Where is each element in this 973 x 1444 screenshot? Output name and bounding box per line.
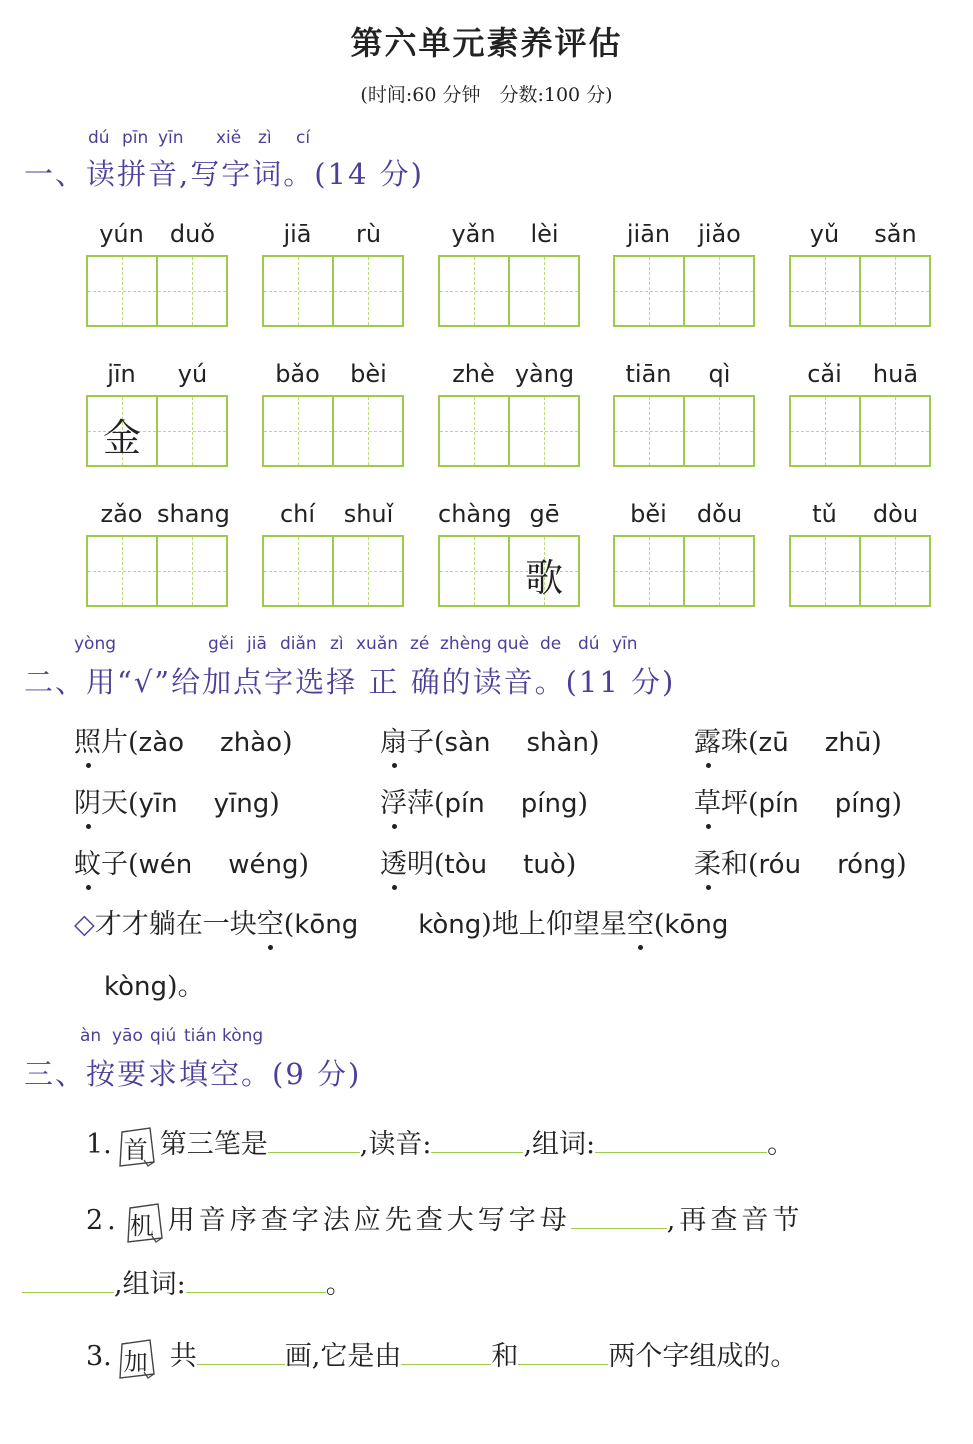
reading-item: 草坪(pín píng) [694,788,903,819]
option-a[interactable]: pín [758,789,799,819]
section-heading: 三、按要求填空。(9 分) [24,1057,362,1091]
reading-item: 露珠(zū zhū) [694,727,882,758]
writing-grid[interactable] [262,255,404,327]
section-heading: 二、用“√”给加点字选择 正 确的读音。(11 分) [24,665,676,699]
answer-blank[interactable] [22,1264,114,1293]
option-b[interactable]: zhū [824,728,872,758]
option-a[interactable]: zào [138,728,185,758]
grid-cell[interactable] [791,537,859,605]
written-char: 金 [102,416,141,460]
word-pinyin: bèi [350,360,387,388]
grid-cell[interactable] [156,537,226,605]
grid-cell[interactable] [332,397,402,465]
sentence-line-1: ◇才才躺在一块空(kōng kòng)地上仰望星空(kōng [74,909,729,940]
heading-pinyin: zhèng [440,634,492,654]
reading-item: 照片(zào zhào) [74,727,293,758]
option-a[interactable]: wén [138,850,193,880]
word-pinyin: jīn [107,360,136,388]
grid-cell[interactable] [264,397,332,465]
grid-cell[interactable] [859,537,929,605]
writing-grid[interactable] [613,395,755,467]
heading-pinyin: yāo [112,1026,143,1046]
reading-item: 阴天(yīn yīng) [74,788,280,819]
answer-blank[interactable] [268,1124,360,1153]
reading-item: 浮萍(pín píng) [380,788,589,819]
word-pinyin: qì [708,360,731,388]
option-b[interactable]: shàn [526,728,589,758]
answer-blank[interactable] [518,1336,608,1365]
heading-pinyin: zé [410,634,430,654]
writing-grid[interactable] [789,535,931,607]
answer-blank[interactable] [571,1200,667,1229]
word-pinyin: jiān [626,220,671,248]
word-pinyin: cǎi [807,360,842,388]
grid-cell[interactable] [440,397,508,465]
dotted-char: 照 [74,727,101,758]
word-pinyin: huā [872,360,919,388]
heading-pinyin: qiú [150,1026,177,1046]
word-pinyin: yú [177,360,208,388]
option-a[interactable]: tòu [444,850,488,880]
grid-cell[interactable] [508,397,578,465]
writing-grid[interactable] [86,535,228,607]
heading-pinyin: de [540,634,562,654]
char-card: 机 [124,1202,164,1242]
dotted-char: 扇 [380,727,407,758]
grid-cell[interactable] [156,397,226,465]
dotted-char: 柔 [694,849,721,880]
option-b[interactable]: yīng [213,789,270,819]
option-a[interactable]: sàn [444,728,491,758]
dotted-char: 露 [694,727,721,758]
option-b[interactable]: tuò [523,850,566,880]
word-pinyin: duǒ [169,220,216,248]
option-a[interactable]: róu [758,850,802,880]
heading-pinyin: kòng [222,1026,264,1046]
word-pinyin: shuǐ [343,500,394,528]
option-b[interactable]: wéng [228,850,299,880]
heading-pinyin: cí [296,128,311,148]
question-1: 1. 首 第三笔是 ,读音: ,组词: 。 [86,1122,794,1166]
word-pinyin: gē [529,500,560,528]
writing-grid[interactable] [789,395,931,467]
heading-pinyin: què [497,634,530,654]
answer-blank[interactable] [431,1124,523,1153]
word-pinyin: chàng [438,500,512,528]
grid-cell[interactable] [791,257,859,325]
grid-cell[interactable] [264,537,332,605]
option-a[interactable]: yīn [138,789,178,819]
option-a[interactable]: kōng [294,910,359,940]
heading-pinyin: yòng [74,634,117,654]
heading-pinyin: tián [184,1026,217,1046]
option-b[interactable]: róng [837,850,897,880]
word-pinyin: tǔ [812,500,837,528]
heading-pinyin: yīn [158,128,184,148]
dotted-char: 草 [694,788,721,819]
dotted-char: 蚊 [74,849,101,880]
char-card: 首 [116,1126,156,1166]
sentence-line-2: kòng)。 [104,971,205,1002]
grid-cell[interactable] [791,397,859,465]
reading-item: 柔和(róu róng) [694,849,907,880]
heading-pinyin: xiě [216,128,242,148]
heading-pinyin: dú [88,128,110,148]
answer-blank[interactable] [197,1336,285,1365]
word-pinyin: bǎo [275,360,320,388]
grid-cell[interactable] [156,257,226,325]
writing-grid[interactable] [86,255,228,327]
dotted-char: 空 [626,909,654,940]
grid-cell[interactable] [88,397,156,465]
dotted-char: 浮 [380,788,407,819]
word-pinyin: chí [279,500,316,528]
option-b[interactable]: kòng [418,910,482,940]
grid-cell[interactable] [332,257,402,325]
reading-item: 扇子(sàn shàn) [380,727,600,758]
word-pinyin: yàng [514,360,575,388]
word-pinyin: jiǎo [698,220,741,248]
grid-cell[interactable] [683,397,753,465]
heading-pinyin: zì [330,634,344,654]
heading-pinyin: dú [578,634,600,654]
word-pinyin: jiā [283,220,312,248]
writing-grid[interactable] [613,535,755,607]
dotted-char: 阴 [74,788,101,819]
writing-grid[interactable] [613,255,755,327]
grid-cell[interactable] [683,537,753,605]
section-heading: 一、读拼音,写字词。(14 分) [24,157,424,191]
word-pinyin: yún [99,220,144,248]
heading-pinyin: gěi [208,634,234,654]
char-card: 加 [116,1338,156,1378]
writing-grid[interactable] [438,535,580,607]
grid-cell[interactable] [264,257,332,325]
written-char: 歌 [524,556,563,600]
word-pinyin: rù [355,220,382,248]
heading-pinyin: pīn [122,128,149,148]
word-pinyin: běi [630,500,667,528]
grid-cell[interactable] [508,537,578,605]
grid-cell[interactable] [683,257,753,325]
heading-pinyin: jiā [247,634,267,654]
writing-grid[interactable] [262,395,404,467]
page-subtitle: (时间:60 分钟 分数:100 分) [360,84,613,106]
question-2: 2. 机 用音序查字法应先查大写字母 ,再查音节 [86,1198,803,1242]
option-a[interactable]: zū [758,728,789,758]
heading-pinyin: diǎn [280,634,317,654]
reading-item: 透明(tòu tuò) [380,849,577,880]
answer-blank[interactable] [595,1124,767,1153]
grid-cell[interactable] [88,537,156,605]
writing-grid[interactable] [789,255,931,327]
writing-grid[interactable] [438,255,580,327]
grid-cell[interactable] [615,257,683,325]
word-pinyin: yǔ [809,220,840,248]
grid-cell[interactable] [859,397,929,465]
writing-grid[interactable] [438,395,580,467]
dotted-char: 空 [256,909,284,940]
grid-cell[interactable] [440,537,508,605]
page-title: 第六单元素养评估 [350,24,623,62]
word-pinyin: dòu [872,500,919,528]
question-2-cont: ,组词: 。 [22,1262,353,1301]
word-pinyin: zhè [452,360,495,388]
writing-grid[interactable] [86,395,228,467]
answer-blank[interactable] [186,1264,326,1293]
grid-cell[interactable] [440,257,508,325]
word-pinyin: yǎn [451,220,496,248]
question-3: 3. 加 共 画,它是由 和 两个字组成的。 [86,1334,797,1378]
grid-cell[interactable] [615,397,683,465]
heading-pinyin: xuǎn [356,634,399,654]
heading-pinyin: yīn [612,634,638,654]
grid-cell[interactable] [508,257,578,325]
word-pinyin: dǒu [696,500,743,528]
option-b[interactable]: zhào [220,728,283,758]
grid-cell[interactable] [615,537,683,605]
heading-pinyin: zì [258,128,272,148]
word-pinyin: lèi [530,220,559,248]
reading-item: 蚊子(wén wéng) [74,849,310,880]
grid-cell[interactable] [88,257,156,325]
word-pinyin: zǎo [100,500,143,528]
word-pinyin: sǎn [874,220,917,248]
option-a[interactable]: pín [444,789,485,819]
answer-blank[interactable] [401,1336,491,1365]
word-pinyin: shang [157,500,230,528]
heading-pinyin: àn [80,1026,102,1046]
writing-grid[interactable] [262,535,404,607]
option-b[interactable]: píng [520,789,578,819]
option-b[interactable]: kòng [104,972,168,1002]
option-a[interactable]: kōng [664,910,729,940]
dotted-char: 透 [380,849,407,880]
diamond-icon: ◇ [74,909,95,940]
word-pinyin: tiān [625,360,672,388]
grid-cell[interactable] [859,257,929,325]
grid-cell[interactable] [332,537,402,605]
option-b[interactable]: píng [834,789,892,819]
